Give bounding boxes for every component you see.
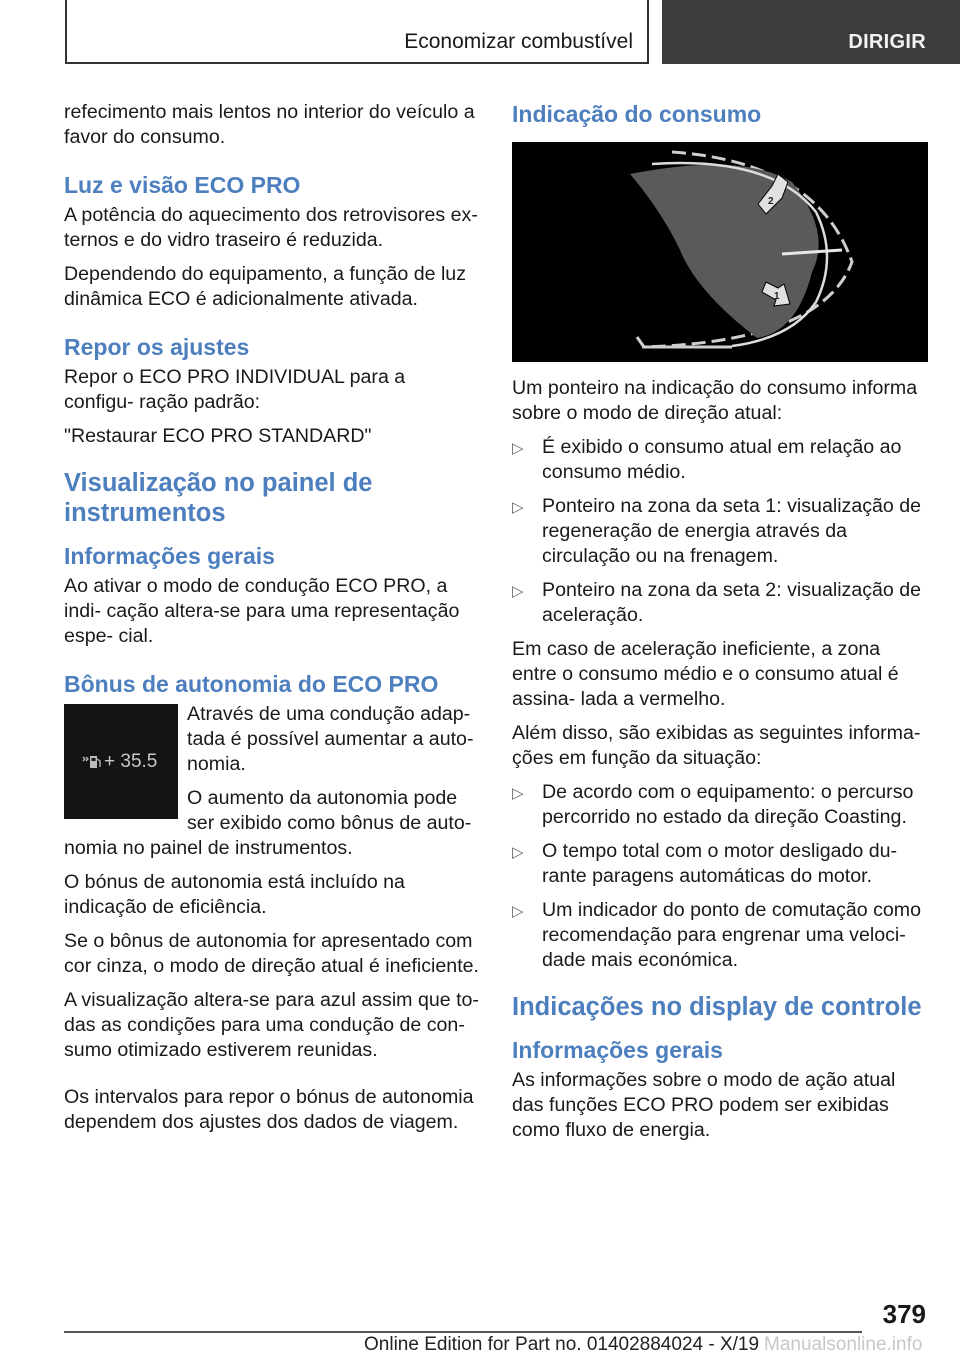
heading-informacoes-2: Informações gerais <box>512 1037 723 1063</box>
paragraph-repor-2: "Restaurar ECO PRO STANDARD" <box>64 425 372 447</box>
paragraph-bonus-1: Através de uma condução adap- tada é possível aumentar a auto- nomia. <box>187 703 474 775</box>
paragraph-bonus-3: O bónus de autonomia está incluído na indicação de eficiência. <box>64 871 405 918</box>
heading-informacoes: Informações gerais <box>64 543 275 569</box>
bonus-display-image <box>64 704 178 819</box>
bonus-section <box>64 702 480 861</box>
page-number: 379 <box>882 1299 926 1329</box>
paragraph-informacoes-2: As informações sobre o modo de ação atual das funções ECO PRO podem ser exibidas como fluxo de energia. <box>512 1069 896 1141</box>
paragraph-luz-2: Dependendo do equipamento, a função de luz dinâmica ECO é adicionalmente ativada. <box>64 263 466 310</box>
gauge-arrow-2-label: 2 <box>768 196 774 207</box>
intro-paragraph: refecimento mais lentos no interior do veículo a favor do consumo. <box>64 101 475 148</box>
footer-divider <box>64 1331 862 1333</box>
heading-consumo: Indicação do consumo <box>512 101 762 127</box>
list-item: ▷ Ponteiro na zona da seta 1: visualização de regeneração de energia através da circulação ou na frenagem. <box>512 495 922 567</box>
watermark: Manualsonline.info <box>764 1334 923 1355</box>
paragraph-bonus-4: Se o bônus de autonomia for apresentado com cor cinza, o modo de direção atual é ineficiente. <box>64 930 479 977</box>
header-title-box <box>65 0 649 64</box>
heading-display-controle: Indicações no display de controle <box>512 993 922 1021</box>
list-item: ▷ De acordo com o equipamento: o percurso percorrido no estado da direção Coasting. <box>512 781 914 828</box>
paragraph-repor-1: Repor o ECO PRO INDIVIDUAL para a configu- ração padrão: <box>64 366 406 413</box>
triangle-bullet-icon: ▷ <box>512 785 524 802</box>
list-item: ▷ É exibido o consumo atual em relação ao consumo médio. <box>512 436 902 483</box>
list-consumo <box>512 435 930 628</box>
right-column <box>512 100 930 1152</box>
header-section-box <box>662 0 960 64</box>
triangle-bullet-icon: ▷ <box>512 583 524 600</box>
paragraph-alem: Além disso, são exibidas as seguintes informa- ções em função da situação: <box>512 722 921 769</box>
consumption-gauge-image <box>512 142 928 362</box>
list-item: ▷ Ponteiro na zona da seta 2: visualização de aceleração. <box>512 579 922 626</box>
fuel-pump-icon <box>82 753 102 771</box>
list-item: ▷ Um indicador do ponto de comutação como recomendação para engrenar uma veloci- dade mais económica. <box>512 899 922 971</box>
triangle-bullet-icon: ▷ <box>512 440 524 457</box>
heading-luz-visao: Luz e visão ECO PRO <box>64 172 301 198</box>
paragraph-bonus-6: Os intervalos para repor o bónus de autonomia dependem dos ajustes dos dados de viagem. <box>64 1086 474 1133</box>
footer-edition: Online Edition for Part no. 01402884024 - X/19 <box>364 1334 760 1355</box>
paragraph-bonus-2: O aumento da autonomia pode ser exibido como bônus de auto- nomia no painel de instrumentos. <box>64 787 472 859</box>
paragraph-luz-1: A potência do aquecimento dos retrovisores ex- ternos e do vidro traseiro é reduzida. <box>64 204 478 251</box>
triangle-bullet-icon: ▷ <box>512 844 524 861</box>
triangle-bullet-icon: ▷ <box>512 499 524 516</box>
paragraph-bonus-5: A visualização altera-se para azul assim que to- das as condições para uma condução de con- sumo otimizado estiverem reunidas. <box>64 989 479 1061</box>
section-tab: DIRIGIR <box>848 31 926 53</box>
heading-bonus: Bônus de autonomia do ECO PRO <box>64 671 439 697</box>
list-item: ▷ O tempo total com o motor desligado du- rante paragens automáticas do motor. <box>512 840 898 887</box>
triangle-bullet-icon: ▷ <box>512 903 524 920</box>
heading-repor: Repor os ajustes <box>64 334 250 360</box>
left-column <box>64 100 480 1144</box>
list-informacoes <box>512 780 930 973</box>
paragraph-informacoes: Ao ativar o modo de condução ECO PRO, a indi- cação altera-se para uma representação espe- cial. <box>64 575 460 647</box>
paragraph-aceleracao: Em caso de aceleração ineficiente, a zona entre o consumo médio e o consumo atual é assina- lada a vermelho. <box>512 638 899 710</box>
gauge-arrow-1-label: 1 <box>774 291 780 302</box>
bonus-value: + 35.5 <box>104 751 158 772</box>
chapter-title: Economizar combustível <box>404 30 633 53</box>
heading-visualizacao: Visualização no painel de instrumentos <box>64 469 373 527</box>
paragraph-consumo: Um ponteiro na indicação do consumo informa sobre o modo de direção atual: <box>512 377 918 424</box>
